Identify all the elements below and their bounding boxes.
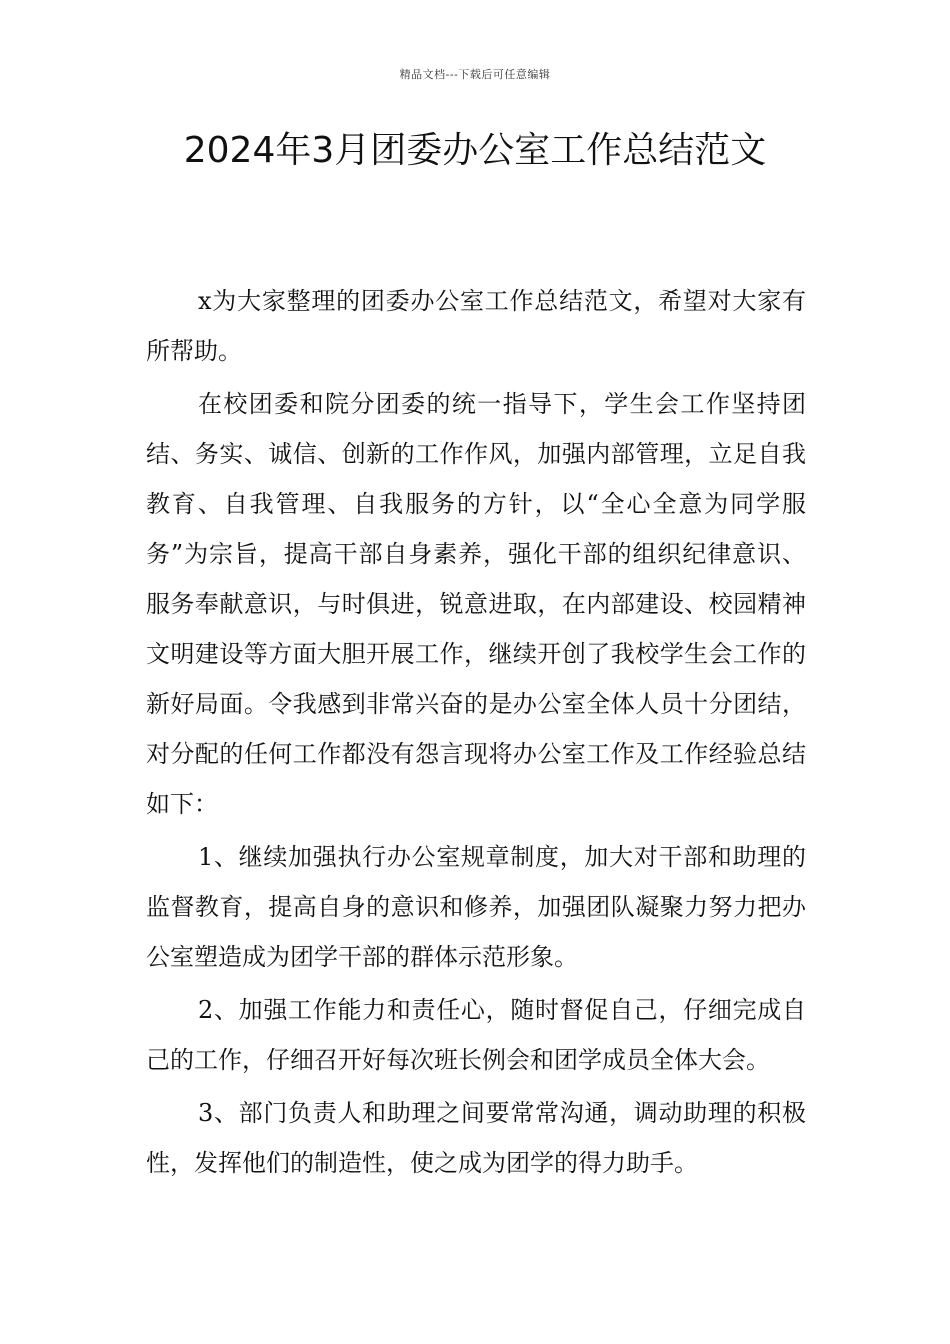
- paragraph-intro: x为大家整理的团委办公室工作总结范文，希望对大家有所帮助。: [146, 287, 806, 365]
- paragraph-item-2: 2、加强工作能力和责任心，随时督促自己，仔细完成自己的工作，仔细召开好每次班长例会和团学成员全体大会。: [146, 996, 806, 1074]
- page-header: 精品文档---下载后可任意编辑: [399, 68, 551, 81]
- document-body: [146, 276, 806, 1191]
- paragraph-item-1: 1、继续加强执行办公室规章制度，加大对干部和助理的监督教育，提高自身的意识和修养，加强团队凝聚力努力把办公室塑造成为团学干部的群体示范形象。: [146, 843, 806, 971]
- paragraph-item-3: 3、部门负责人和助理之间要常常沟通，调动助理的积极性，发挥他们的制造性，使之成为团学的得力助手。: [146, 1099, 806, 1177]
- document-title: 2024年3月团委办公室工作总结范文: [183, 130, 767, 171]
- paragraph-overview: 在校团委和院分团委的统一指导下，学生会工作坚持团结、务实、诚信、创新的工作作风，加强内部管理，立足自我教育、自我管理、自我服务的方针，以“全心全意为同学服务”为宗旨，提高干部自身素养，强化干部的组织纪律意识、服务奉献意识，与时俱进，锐意进取，在内部建设、校园精神文明建设等方面大胆开展工作，继续开创了我校学生会工作的新好局面。令我感到非常兴奋的是办公室全体人员十分团结，对分配的任何工作都没有怨言现将办公室工作及工作经验总结如下：: [146, 390, 806, 818]
